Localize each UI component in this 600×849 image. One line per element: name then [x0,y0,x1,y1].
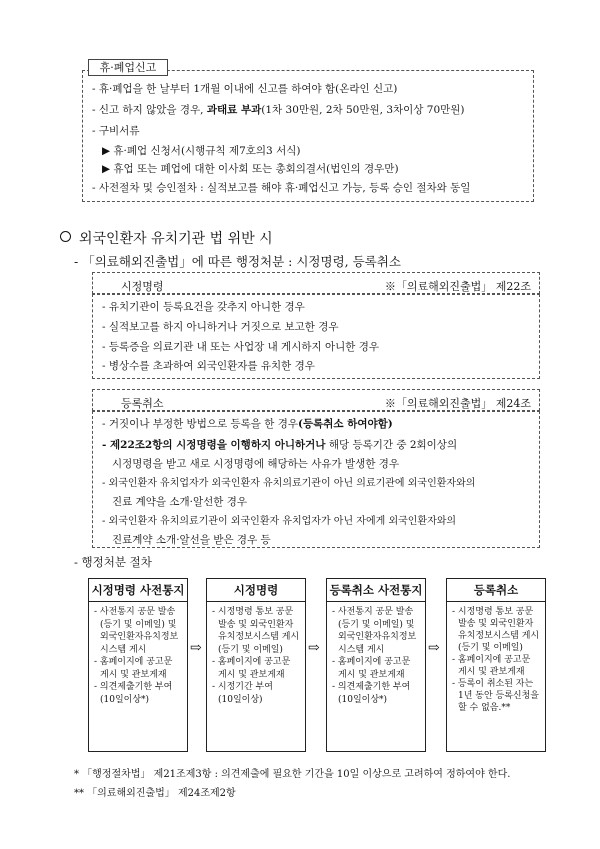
flow-step-text: - 사전통지 공문 발송 [94,607,176,617]
closure-line: - 신고 하지 않았을 경우, 과태료 부과(1차 30만원, 2차 50만원, 3차이상 70만원) [92,104,465,116]
correction-line: - 유치기관이 등록요건을 갖추지 아니한 경우 [102,301,305,313]
correction-line: - 병상수를 초과하여 외국인환자를 유치한 경우 [102,360,315,372]
arrow-right-icon: ⇨ [428,640,440,656]
flow-step-text: 시스템 게시 [338,644,385,655]
section-subheading: - 「의료해외진출법」에 따른 행정처분 : 시정명령, 등록취소 [74,254,401,269]
closure-line: - 휴·폐업을 한 날부터 1개월 이내에 신고를 하여야 함(온라인 신고) [92,83,398,95]
closure-label: 휴·폐업신고 [88,59,168,76]
flow-step-text: (10일이상*) [338,694,388,705]
cancel-line: - 거짓이나 부정한 방법으로 등록을 한 경우(등록취소 하여야함) [102,418,393,430]
footnote: * 「행정절차법」 제21조제3항 : 의견제출에 필요한 기간을 10일 이상으로 고려하여 정하여야 한다. [74,769,511,780]
cancel-ref: ※「의료해외진출법」 제24조 [384,397,531,410]
flow-step-text: 외국인환자유치정보 [100,632,179,642]
correction-line: - 실적보고를 하지 아니하거나 거짓으로 보고한 경우 [102,321,339,333]
circle-bullet-icon [60,231,71,242]
flow-step-text: (10일이상*) [100,694,150,705]
flow-step-text: - 시정명령 통보 공문 [212,607,294,617]
arrow-right-icon: ⇨ [308,640,320,656]
flow-step-text: - 사전통지 공문 발송 [332,607,414,617]
flow-step-text: (등기 및 이메일) [218,644,283,655]
flow-step-text: - 홈페이지에 공고문 [452,655,531,665]
flow-step-title: 시정명령 [207,579,305,602]
flow-step-text: 1년 동안 등록신청을 [458,691,540,701]
flow-step-text: - 시정기간 부여 [212,682,273,692]
flow-step-title: 등록취소 사전통지 [327,579,425,602]
cancel-header [92,389,540,411]
flow-step-4 [446,578,546,752]
arrow-right-icon: ⇨ [190,640,202,656]
correction-header [92,272,540,294]
flow-step-text: 유치정보시스템 게시 [458,631,540,641]
closure-line: ▶ 휴업 또는 폐업에 대한 이사회 또는 총회의결서(법인의 경우만) [102,163,399,175]
procedure-heading: - 행정처분 절차 [74,555,152,569]
closure-line: ▶ 휴·폐업 신청서(시행규칙 제7호의3 서식) [102,145,301,157]
flow-step-text: (등기 및 이메일) 및 [338,619,415,630]
flow-step-text: 게시 및 관보게재 [338,669,405,680]
flow-step-title: 등록취소 [447,579,545,602]
flow-step-text: 시스템 게시 [100,644,147,655]
flow-step-text: 할 수 없음.** [458,703,511,713]
correction-line: - 등록증을 의료기관 내 또는 사업장 내 게시하지 아니한 경우 [102,341,380,353]
cancel-line: - 외국인환자 유치의료기관이 외국인환자 유치업자가 아닌 자에게 외국인환자와의 [102,516,457,527]
correction-ref: ※「의료해외진출법」 제22조 [384,280,531,293]
flow-step-text: 게시 및 관보게재 [218,669,285,680]
flow-step-text: - 등록이 취소된 자는 [452,679,534,689]
cancel-line: - 외국인환자 유치업자가 외국인환자 유치의료기관이 아닌 의료기관에 외국인환자와의 [102,478,476,489]
flow-step-text: 발송 및 외국인환자 [458,619,534,629]
cancel-label: 등록취소 [121,397,164,410]
correction-label: 시정명령 [121,280,164,293]
closure-line: - 사전절차 및 승인절차 : 실적보고를 해야 휴·폐업신고 가능, 등록 승인 절차와 동일 [92,182,471,194]
flow-step-text: (등기 및 이메일) 및 [100,619,177,630]
cancel-line: - 제22조2항의 시정명령을 이행하지 아니하거나 해당 등록기간 중 2회이상의 [102,439,458,451]
flow-step-text: 게시 및 관보게재 [100,669,167,680]
flow-step-text: - 시정명령 통보 공문 [452,607,534,617]
flow-step-title: 시정명령 사전통지 [89,579,187,602]
flow-step-text: 유치정보시스템 게시 [218,632,300,642]
flow-step-text: - 의견제출기한 부여 [94,682,173,692]
flow-step-text: 발송 및 외국인환자 [218,619,294,630]
flow-step-text: (10일이상) [218,694,263,705]
flow-step-3 [326,578,426,752]
flow-step-text: (등기 및 이메일) [458,643,523,653]
flow-step-text: - 의견제출기한 부여 [332,682,411,692]
cancel-line: 진료계약 소개·알선을 받은 경우 등 [112,534,271,546]
flow-step-1 [88,578,188,752]
cancel-line: 시정명령을 받고 새로 시정명령에 해당하는 사유가 발생한 경우 [112,458,400,470]
closure-line: - 구비서류 [92,125,140,137]
cancel-line: 진료 계약을 소개·알선한 경우 [112,496,248,508]
footnote: ** 「의료해외진출법」 제24조제2항 [74,788,236,799]
flow-step-text: - 홈페이지에 공고문 [94,657,173,667]
section-heading: 외국인환자 유치기관 법 위반 시 [60,228,273,248]
flow-step-text: - 홈페이지에 공고문 [332,657,411,667]
flow-step-text: 게시 및 관보게재 [458,667,525,677]
flow-step-text: 외국인환자유치정보 [338,632,417,642]
flow-step-text: - 홈페이지에 공고문 [212,657,291,667]
flow-step-2 [206,578,306,752]
